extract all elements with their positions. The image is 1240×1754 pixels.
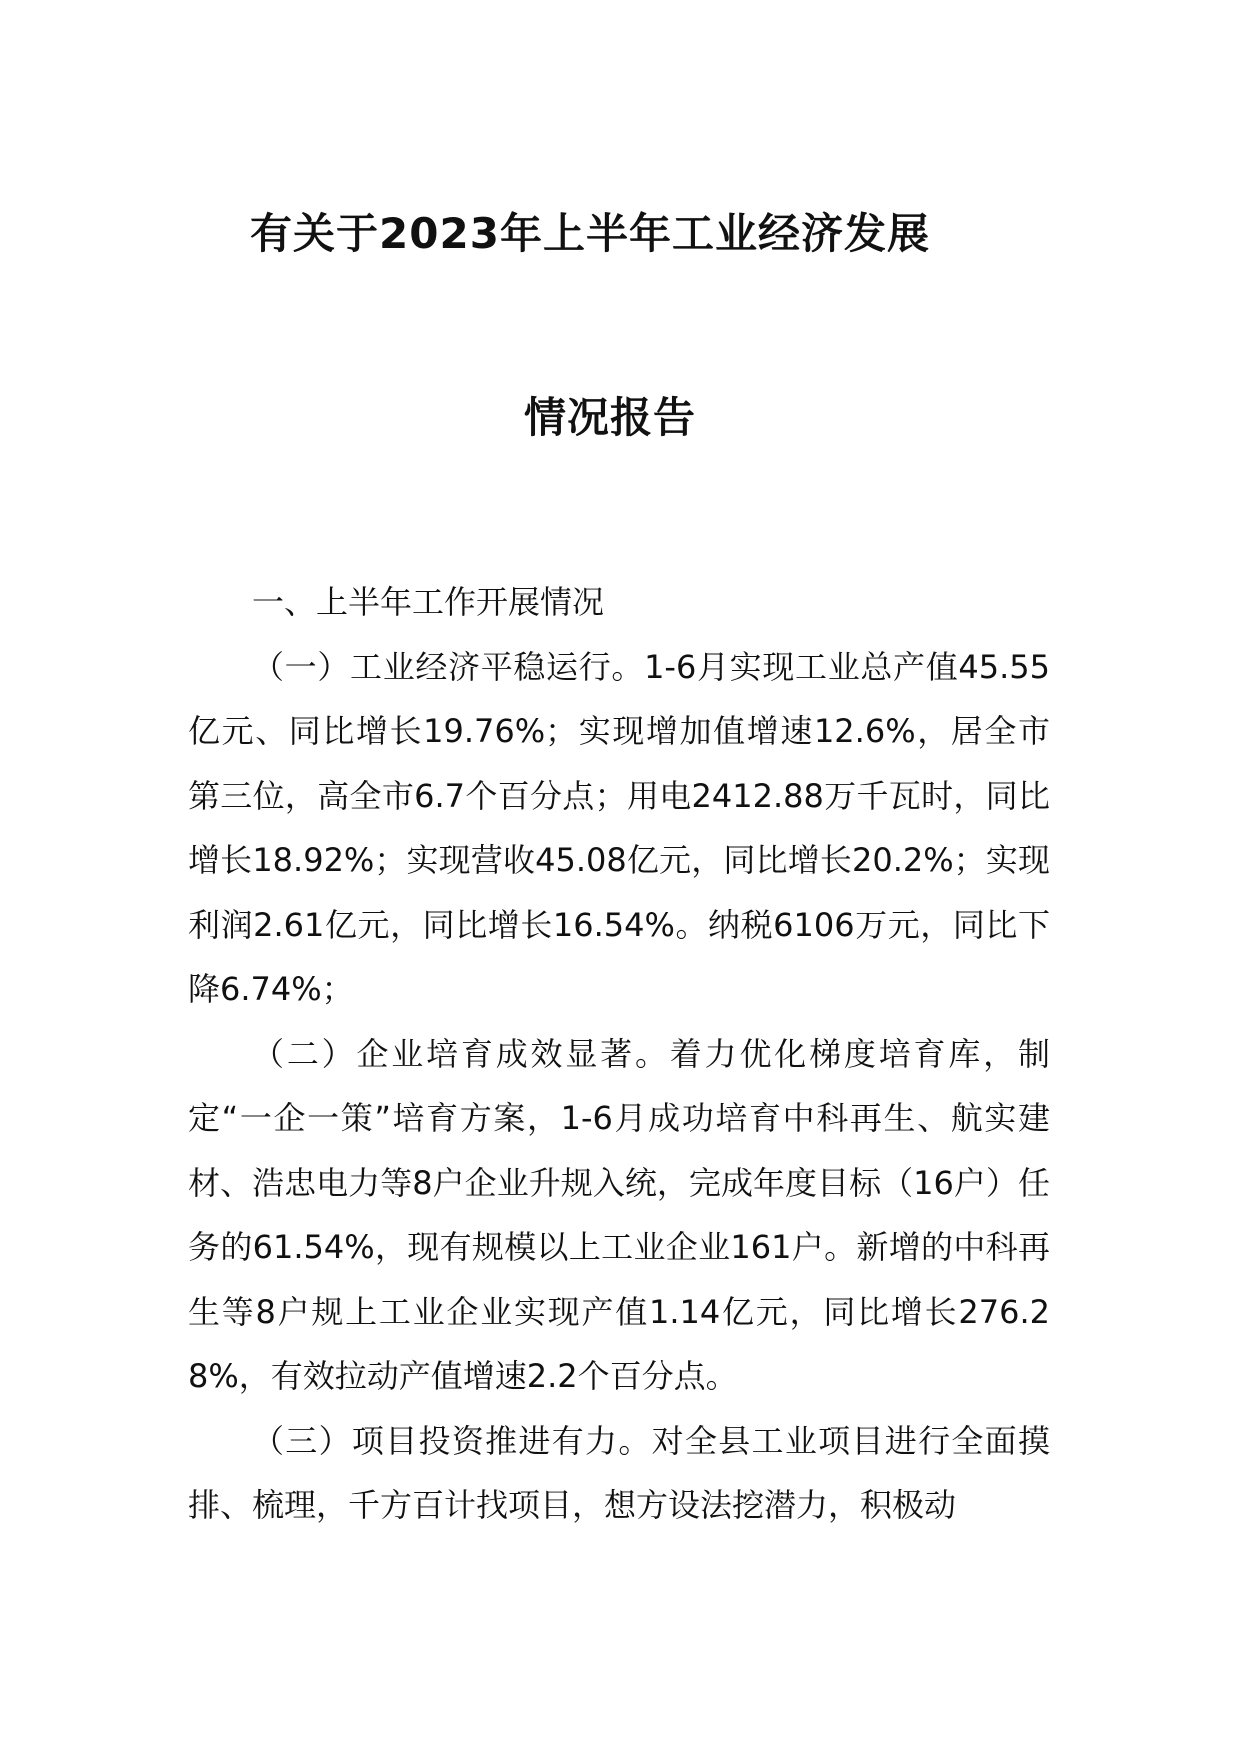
paragraph-industrial-economy: （一）工业经济平稳运行。1-6月实现工业总产值45.55亿元、同比增长19.76%；实现增加值增速12.6%，居全市第三位，高全市6.7个百分点；用电2412.88万千瓦时，同比增长18.92%；实现营收45.08亿元，同比增长20.2%；实现利润2.61亿元，同比增长16.54%。纳税6106万元，同比下降6.74%； [188, 647, 1050, 1008]
paragraph-project-investment: （三）项目投资推进有力。对全县工业项目进行全面摸排、梳理，千方百计找项目，想方设法挖潜力，积极动 [188, 1421, 1050, 1524]
document-body [188, 570, 1050, 1538]
document-title-line-2: 情况报告 [523, 393, 696, 442]
section-heading: 一、上半年工作开展情况 [252, 583, 605, 621]
paragraph-enterprise-cultivation: （二）企业培育成效显著。着力优化梯度培育库，制定“一企一策”培育方案，1-6月成功培育中科再生、航实建材、浩忠电力等8户企业升规入统，完成年度目标（16户）任务的61.54%，现有规模以上工业企业161户。新增的中科再生等8户规上工业企业实现产值1.14亿元，同比增长276.28%，有效拉动产值增速2.2个百分点。 [188, 1034, 1050, 1395]
document-title-line-1: 有关于2023年上半年工业经济发展 [250, 209, 930, 258]
